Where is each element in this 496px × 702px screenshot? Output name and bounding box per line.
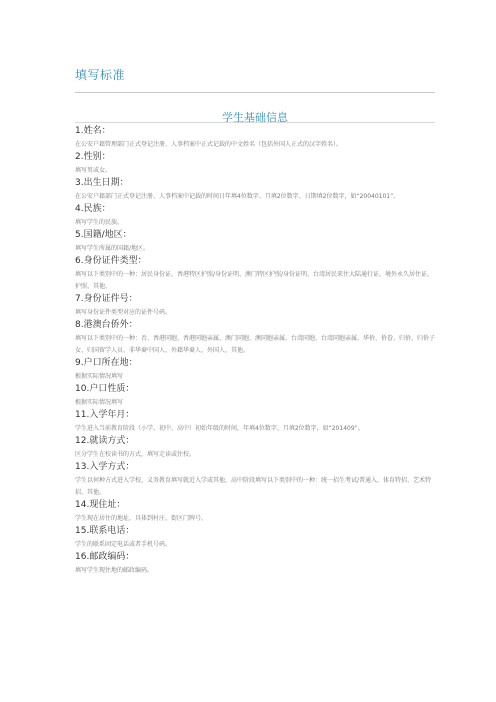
- field-admission-method: [75, 461, 435, 499]
- field-description: 学生以何种方式进入学校，义务教育填写就近入学或其他，高中阶段填写以下类别中的一种：统一招生考试/普通入、体育特招、艺术特招、其他。: [75, 477, 432, 496]
- field-label: 12.就读方式：: [75, 436, 135, 446]
- field-household-type: [75, 383, 435, 409]
- field-ethnicity: [75, 203, 435, 229]
- field-description: 填写学生现住地的邮政编码。: [75, 567, 154, 574]
- field-nationality: [75, 229, 435, 255]
- field-list: [75, 125, 435, 577]
- field-label: 16.邮政编码：: [75, 552, 135, 562]
- field-study-mode: [75, 435, 435, 461]
- field-description: 填写学生所属的国籍/地区。: [75, 245, 150, 252]
- field-description: 在公安户籍管理部门正式登记注册、人事档案中正式记载的中文姓名（包括外国人正式的汉字姓名）。: [75, 141, 343, 148]
- field-description: 学生进入当前教育阶段（小学、初中、高中）初始年级的时间，年填4位数字、月填2位数字，如“201409”。: [75, 425, 364, 432]
- field-label: 1.姓名：: [75, 126, 111, 136]
- field-label: 5.国籍/地区：: [75, 230, 132, 240]
- field-label: 4.民族：: [75, 204, 111, 214]
- field-description: 在公安户籍部门正式登记注册、人事档案中记载的时间日年填4位数字、月填2位数字、日期填2位数字，如“20040101”。: [75, 193, 400, 200]
- field-label: 7.身份证件号：: [75, 294, 138, 304]
- field-label: 6.身份证件类型：: [75, 256, 147, 266]
- field-label: 9.户口所在地：: [75, 358, 138, 368]
- field-current-address: [75, 499, 435, 525]
- field-id-number: [75, 293, 435, 319]
- field-description: 填写身份证件类型对应的证件号码。: [75, 309, 172, 316]
- heading-divider: [75, 92, 435, 93]
- field-label: 10.户口性质：: [75, 384, 135, 394]
- field-postal-code: [75, 551, 435, 577]
- field-description: 填写学生的民族。: [75, 219, 124, 226]
- page-heading: 填写标准: [75, 68, 126, 82]
- field-description: 根据实际情况填写: [75, 373, 124, 380]
- field-household-location: [75, 357, 435, 383]
- field-gender: [75, 151, 435, 177]
- field-description: 学生现在居住的地址，具体到村庄、街区门牌号。: [75, 515, 208, 522]
- field-label: 2.性别：: [75, 152, 111, 162]
- field-description: 填写男或女。: [75, 167, 112, 174]
- field-phone: [75, 525, 435, 551]
- field-label: 15.联系电话：: [75, 526, 135, 536]
- field-overseas-status: [75, 319, 435, 357]
- field-description: 学生的联系固定电话或者手机号码。: [75, 541, 172, 548]
- field-label: 8.港澳台侨外：: [75, 320, 138, 330]
- title-divider: [75, 122, 435, 123]
- field-label: 3.出生日期：: [75, 178, 129, 188]
- document-title: 学生基础信息: [222, 111, 288, 124]
- field-description: 填写以下类别中的一种：否、香港同胞、香港同胞亲属、澳门同胞、澳同胞亲属、台湾同胞、台湾同胞亲属、华侨、侨眷、归侨、归侨子女、归国留学人员、非华裔中国人、外籍华裔人、外国人、其他。: [75, 335, 436, 354]
- field-description: 根据实际情况填写: [75, 399, 124, 406]
- field-id-type: [75, 255, 435, 293]
- field-label: 13.入学方式：: [75, 462, 135, 472]
- field-description: 区分学生在校读书的方式，填写走读或住校。: [75, 451, 196, 458]
- field-label: 11.入学年月：: [75, 410, 135, 420]
- field-description: 填写以下类别中的一种：居民身份证、香港特区护照/身份证明、澳门特区护照/身份证明、台湾居民来往大陆通行证、境外永久居住证、护照、其他。: [75, 271, 434, 290]
- field-label: 14.现住址：: [75, 500, 126, 510]
- field-birth-date: [75, 177, 435, 203]
- field-name: [75, 125, 435, 151]
- field-enrollment-date: [75, 409, 435, 435]
